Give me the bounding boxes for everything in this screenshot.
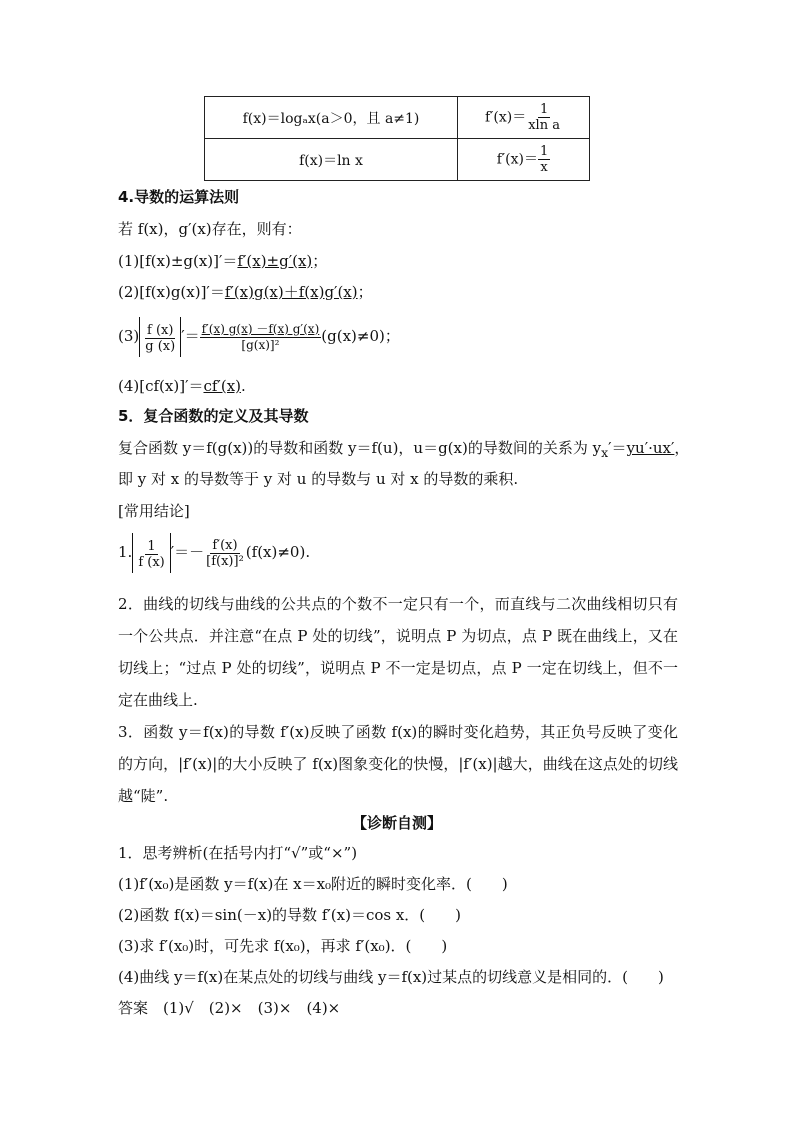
section-4-title: 4.导数的运算法则	[118, 188, 240, 206]
table-row	[205, 97, 590, 139]
rule-1-answer: f′(x)±g′(x)	[237, 252, 313, 270]
conclusion-2: 2．曲线的切线与曲线的公共点的个数不一定只有一个，而直线与二次曲线相切只有一个公共点．并注意“在点 P 处的切线”，说明点 P 为切点，点 P 既在曲线上，又在切线上；“过点 P 处的切线”，说明点 P 不一定是切点，点 P 一定在切线上，但不一定在曲线上.	[118, 595, 678, 709]
table-cell-function: f(x)＝logₐx(a＞0，且 a≠1)	[205, 97, 458, 139]
derivative-table	[204, 96, 590, 181]
fraction: $\frac{1}{x}$	[539, 144, 549, 175]
bracket-expression	[132, 533, 170, 573]
rule-1: (1)[f(x)±g(x)]′＝f′(x)±g′(x)；	[118, 252, 328, 270]
section-5-title: 5．复合函数的定义及其导数	[118, 407, 309, 425]
rule-4-answer: cf′(x)	[203, 377, 242, 395]
table-cell-derivative: f′(x)＝ $\frac{1}{\text{xln a}}$	[458, 97, 590, 139]
conclusion-3: 3．函数 y＝f(x)的导数 f′(x)反映了函数 f(x)的瞬时变化趋势，其正负号反映了变化的方向，|f′(x)|的大小反映了 f(x)图象变化的快慢，|f′(x)|越大，曲线在这点处的切线越“陡”.	[118, 723, 678, 805]
question-item: (4)曲线 y＝f(x)在某点处的切线与曲线 y＝f(x)过某点的切线意义是相同的．( )	[118, 968, 664, 986]
table-cell-derivative: f′(x)＝ $\frac{1}{x}$	[458, 139, 590, 181]
composite-answer: yu′·ux′	[626, 439, 675, 457]
table-cell-function: f(x)＝ln x	[205, 139, 458, 181]
section-5-line2: 即 y 对 x 的导数等于 y 对 u 的导数与 u 对 x 的导数的乘积.	[118, 470, 519, 488]
fraction: $\frac{f'(x)}{\text{[f(x)]²}}$	[206, 537, 244, 569]
answer-line: 答案 (1)√ (2)× (3)× (4)×	[118, 999, 341, 1017]
question-item: (1)f′(x₀)是函数 y＝f(x)在 x＝x₀附近的瞬时变化率．( )	[118, 875, 508, 893]
question-title: 1．思考辨析(在括号内打“√”或“×”)	[118, 844, 358, 862]
rule-3: (3) $\frac{f (x)}{g (x)}$ ′＝ $\frac{f'(x) g(x) -f(x) g'(x)}{\text{[g(x)]²}}$ (g(x)≠0)；	[118, 316, 400, 357]
diagnosis-header: 【诊断自测】	[351, 814, 442, 832]
section-4-intro: 若 f(x)，g′(x)存在，则有：	[118, 220, 302, 238]
table-row	[205, 139, 590, 181]
question-item: (3)求 f′(x₀)时，可先求 f(x₀)，再求 f′(x₀)．( )	[118, 937, 448, 955]
section-5-line1: 复合函数 y＝f(g(x))的导数和函数 y＝f(u)，u＝g(x)的导数间的关系为 $y_x'=yu'\cdot ux'$，	[118, 439, 690, 460]
bracket-expression	[139, 317, 181, 357]
rule-2: (2)[f(x)g(x)]′＝f′(x)g(x)＋f(x)g′(x)；	[118, 283, 373, 301]
fraction: $\frac{f (x)}{g (x)}$	[145, 322, 176, 354]
rule-2-answer: f′(x)g(x)＋f(x)g′(x)	[224, 283, 358, 301]
rule-4: (4)[cf(x)]′＝cf′(x).	[118, 377, 246, 395]
fraction: $\frac{1}{f (x)}$	[138, 538, 165, 570]
fraction: $\frac{1}{\text{xln a}}$	[528, 102, 560, 133]
fraction: $\frac{f'(x) g(x) -f(x) g'(x)}{\text{[g(x)]²}}$	[201, 321, 320, 352]
question-item: (2)函数 f(x)＝sin(－x)的导数 f′(x)＝cos x．( )	[118, 906, 462, 924]
conclusions-header: [常用结论]	[118, 502, 190, 520]
conclusion-1: 1. $\frac{1}{f (x)}$ ′＝－ $\frac{f'(x)}{\text{[f(x)]²}}$ (f(x)≠0).	[118, 532, 310, 573]
